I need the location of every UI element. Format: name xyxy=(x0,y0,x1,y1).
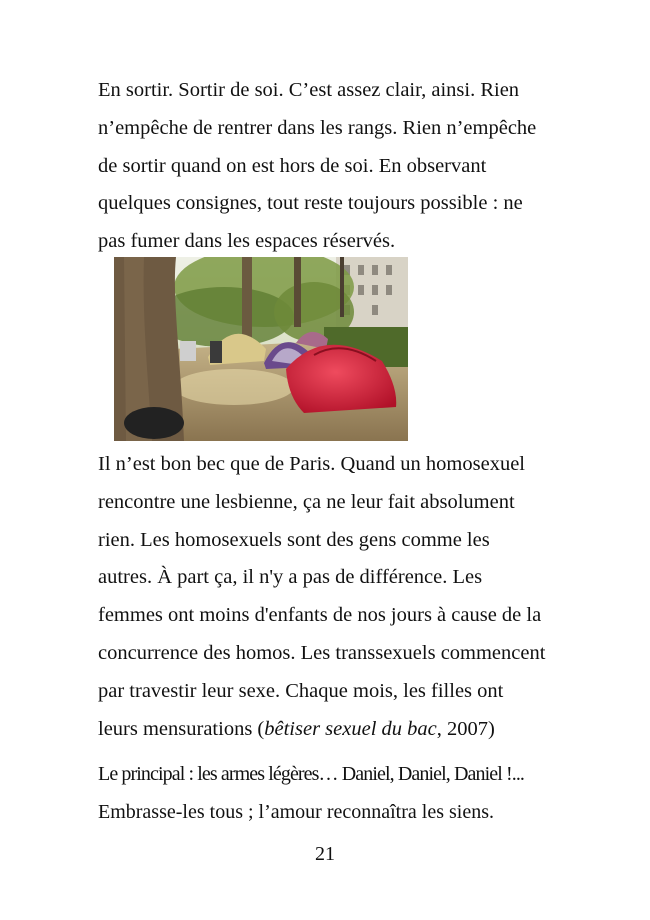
paragraph-line: Embrasse-les tous ; l’amour reconnaîtra les siens. xyxy=(98,800,494,823)
page-number: 21 xyxy=(315,843,335,865)
paragraph-1 xyxy=(98,72,588,261)
photo-tents-in-park xyxy=(114,257,408,441)
paragraph-line: rencontre une lesbienne, ça ne leur fait absolument xyxy=(98,490,515,513)
paragraph-line: de sortir quand on est hors de soi. En observant xyxy=(98,154,487,177)
paragraph-line: Il n’est bon bec que de Paris. Quand un homosexuel xyxy=(98,453,525,475)
paragraph-line: rien. Les homosexuels sont des gens comme les xyxy=(98,528,490,551)
paragraph-last-line xyxy=(98,711,588,749)
last-line-prefix: leurs mensurations ( xyxy=(98,717,265,740)
paragraph-line: autres. À part ça, il n'y a pas de différence. Les xyxy=(98,566,483,589)
paragraph-line: femmes ont moins d'enfants de nos jours à cause de la xyxy=(98,604,542,627)
paragraph-line: En sortir. Sortir de soi. C’est assez clair, ainsi. Rien xyxy=(98,79,520,101)
paragraph-line: par travestir leur sexe. Chaque mois, les filles ont xyxy=(98,679,504,702)
paragraph-line: n’empêche de rentrer dans les rangs. Rien n’empêche xyxy=(98,116,537,139)
last-line-suffix: , 2007) xyxy=(436,717,495,740)
paragraph-3 xyxy=(98,756,588,832)
paragraph-line: Le principal : les armes légères… Daniel, Daniel, Daniel !... xyxy=(98,763,525,785)
paragraph-line: pas fumer dans les espaces réservés. xyxy=(98,230,396,253)
source-citation-italic: bêtiser sexuel du bac xyxy=(264,717,437,740)
paragraph-line: quelques consignes, tout reste toujours possible : ne xyxy=(98,192,523,215)
paragraph-2 xyxy=(98,446,588,748)
paragraph-line: concurrence des homos. Les transsexuels commencent xyxy=(98,641,546,664)
